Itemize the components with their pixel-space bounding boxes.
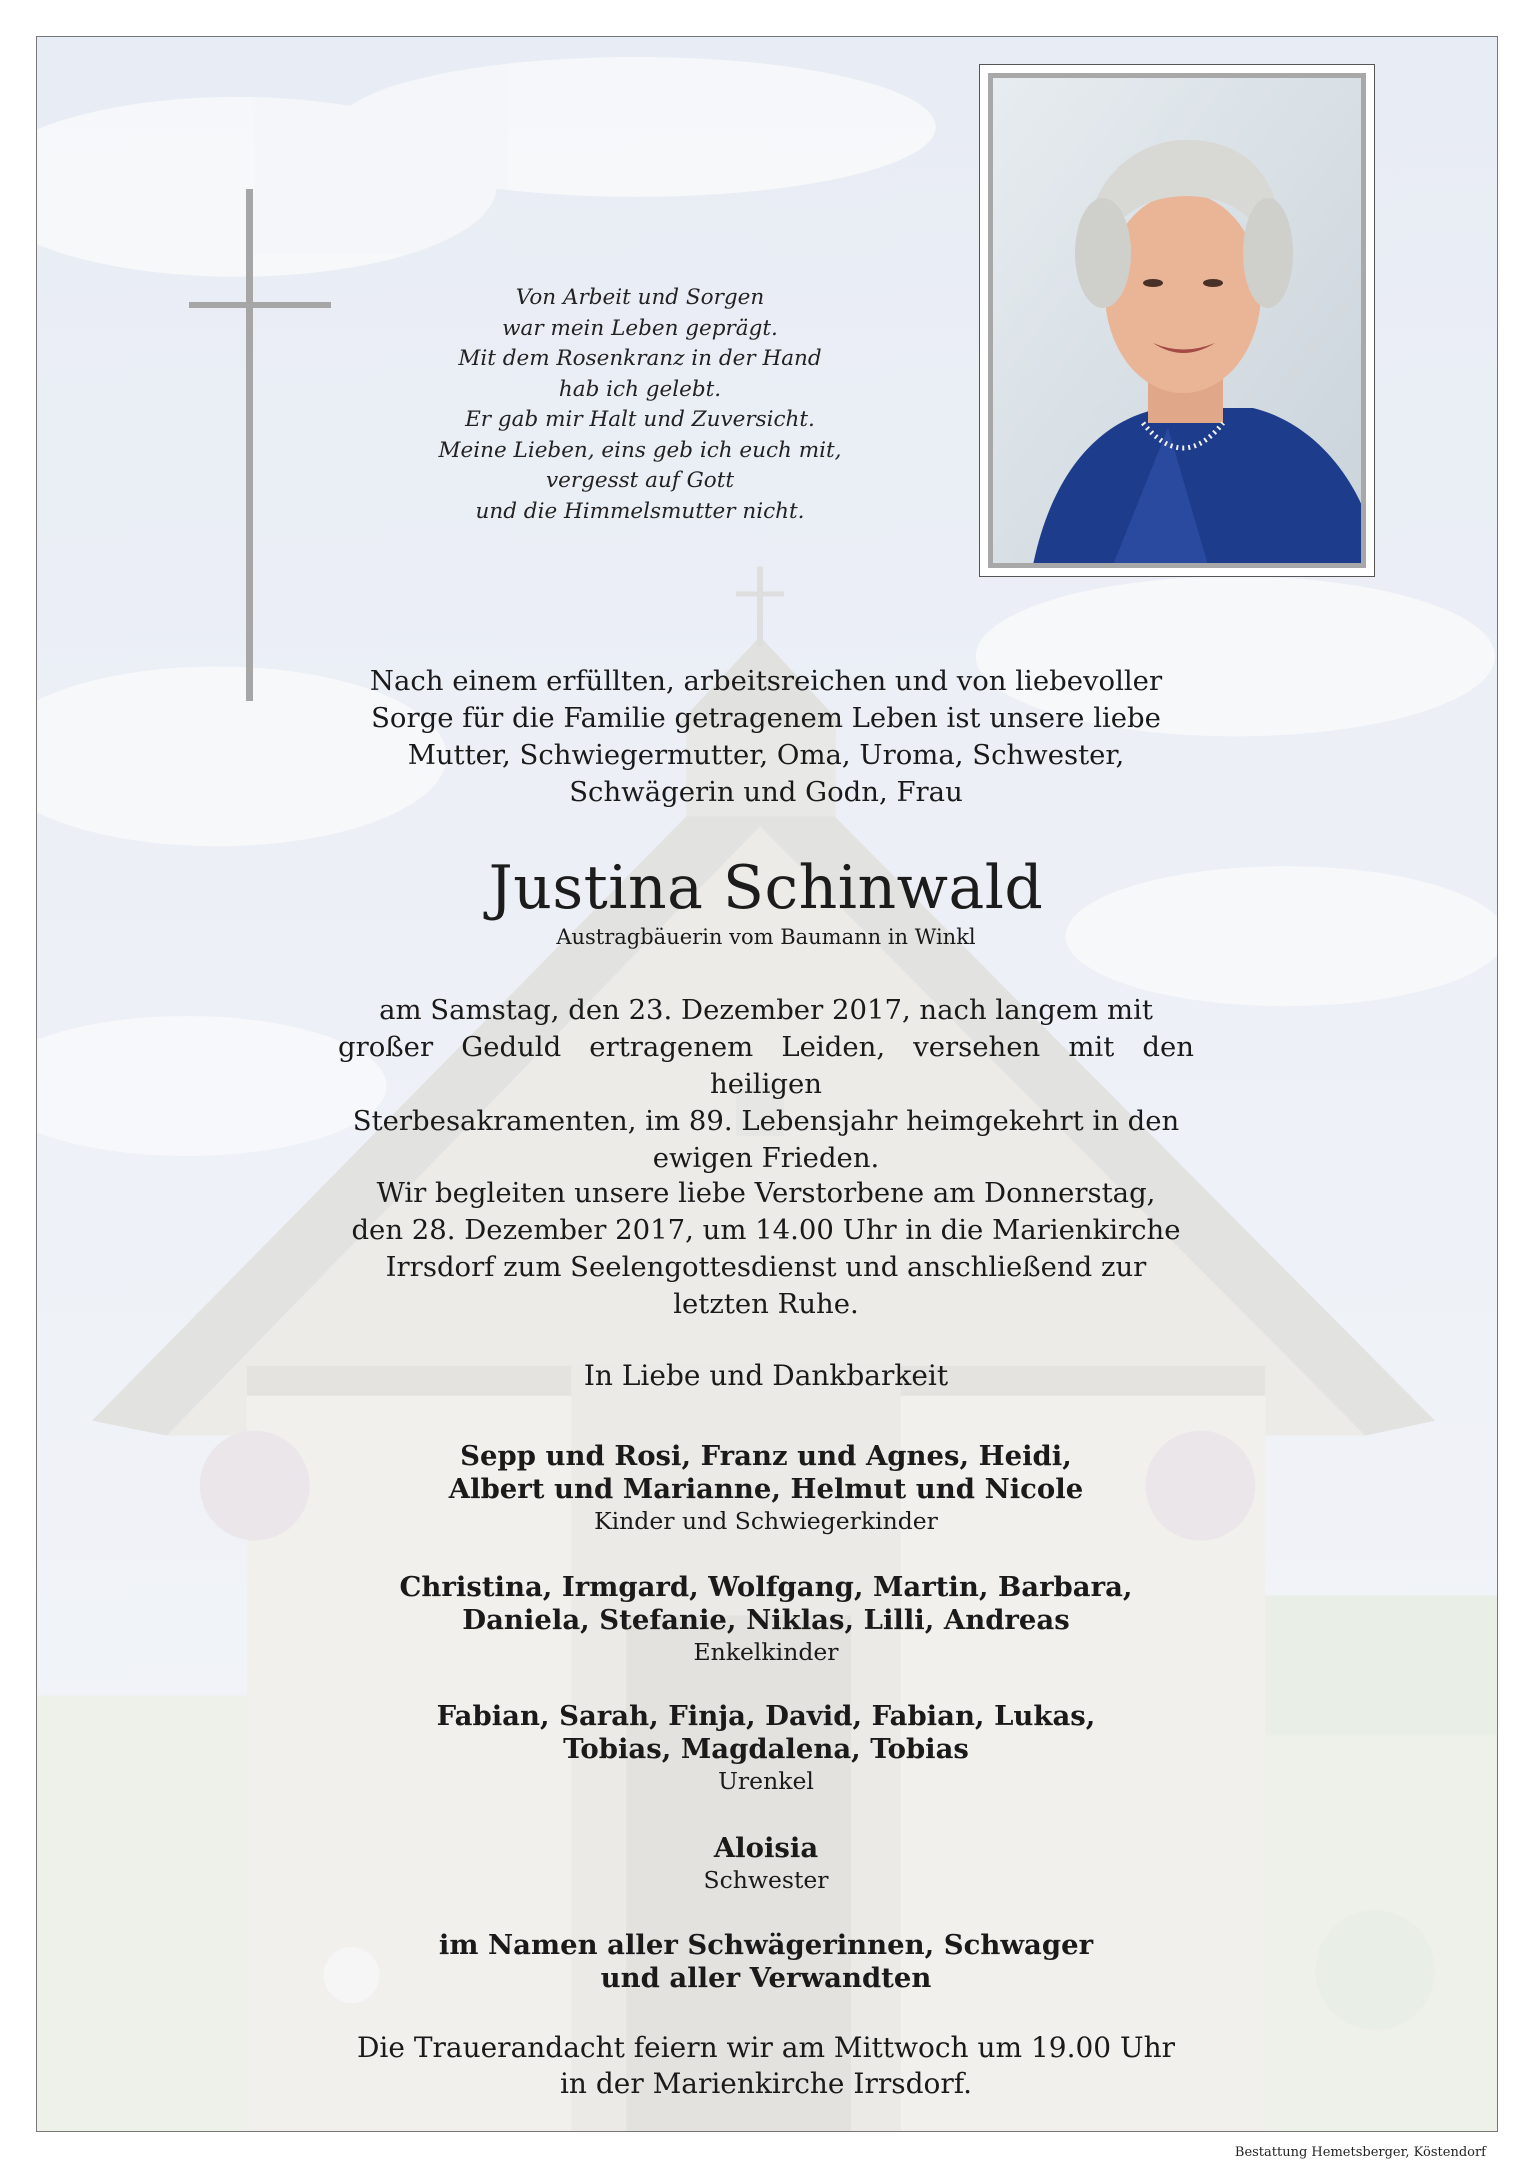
closing-line: In Liebe und Dankbarkeit xyxy=(583,1359,949,1392)
text-line: Sorge für die Familie getragenem Leben ist unsere liebe xyxy=(371,702,1161,734)
text-line: in der Marienkirche Irrsdorf. xyxy=(559,2067,973,2100)
vigil-notice xyxy=(338,2030,1194,2102)
text-line: Irrsdorf zum Seelengottesdienst und anschließend zur xyxy=(385,1251,1147,1283)
mourner-names: Albert und Marianne, Helmut und Nicole xyxy=(448,1473,1084,1505)
mourner-names: Daniela, Stefanie, Niklas, Lilli, Andreas xyxy=(462,1604,1070,1636)
cross-icon xyxy=(187,187,337,717)
poem-line: und die Himmelsmutter nicht. xyxy=(475,498,805,524)
mourner-role: Schwester xyxy=(703,1866,829,1894)
mourner-names: Christina, Irmgard, Wolfgang, Martin, Barbara, xyxy=(399,1571,1133,1603)
poem-line: vergesst auf Gott xyxy=(545,468,735,493)
mourner-group-grandchildren xyxy=(338,1571,1194,1667)
undertaker-credit: Bestattung Hemetsberger, Köstendorf xyxy=(1234,2145,1486,2160)
mourner-group-great-grandchildren xyxy=(338,1700,1194,1796)
poem-line: Mit dem Rosenkranz in der Hand xyxy=(458,346,822,371)
poem xyxy=(420,283,860,527)
text-line: letzten Ruhe. xyxy=(673,1288,859,1320)
portrait-photo xyxy=(988,73,1366,568)
poem-line: war mein Leben geprägt. xyxy=(502,315,778,341)
death-notice-paragraph xyxy=(338,992,1194,1177)
mourner-group-children xyxy=(338,1440,1194,1536)
mourner-group-relatives xyxy=(338,1929,1194,1995)
text-line: ewigen Frieden. xyxy=(652,1142,880,1174)
text-line: Die Trauerandacht feiern wir am Mittwoch um 19.00 Uhr xyxy=(356,2031,1176,2064)
text-line: großer Geduld ertragenem Leiden, versehen mit den heiligen xyxy=(338,1031,1194,1100)
text-line: Sterbesakramenten, im 89. Lebensjahr heimgekehrt in den xyxy=(352,1105,1180,1137)
mourner-role: Kinder und Schwiegerkinder xyxy=(594,1507,938,1535)
poem-line: hab ich gelebt. xyxy=(558,376,722,402)
text-line: am Samstag, den 23. Dezember 2017, nach langem mit xyxy=(379,994,1153,1026)
text-line: Nach einem erfüllten, arbeitsreichen und von liebevoller xyxy=(369,665,1163,697)
mourner-names: im Namen aller Schwägerinnen, Schwager xyxy=(438,1929,1094,1961)
deceased-description: Austragbäuerin vom Baumann in Winkl xyxy=(556,925,976,949)
text-line: Wir begleiten unsere liebe Verstorbene am Donnerstag, xyxy=(376,1177,1156,1209)
deceased-name: Justina Schinwald xyxy=(488,853,1044,923)
poem-line: Meine Lieben, eins geb ich euch mit, xyxy=(438,437,842,463)
text-line: den 28. Dezember 2017, um 14.00 Uhr in die Marienkirche xyxy=(351,1214,1181,1246)
intro-paragraph xyxy=(338,663,1194,811)
mourner-names: Fabian, Sarah, Finja, David, Fabian, Lukas, xyxy=(436,1700,1096,1732)
mourner-names: Aloisia xyxy=(713,1832,819,1864)
text-line: Mutter, Schwiegermutter, Oma, Uroma, Schwester, xyxy=(407,739,1125,771)
portrait-photo-frame xyxy=(979,64,1375,577)
mourner-role: Enkelkinder xyxy=(693,1638,839,1666)
poem-line: Er gab mir Halt und Zuversicht. xyxy=(465,407,815,432)
mourner-group-sister xyxy=(338,1832,1194,1895)
mourner-names: Tobias, Magdalena, Tobias xyxy=(563,1733,969,1765)
funeral-paragraph xyxy=(338,1175,1194,1323)
mourner-names: Sepp und Rosi, Franz und Agnes, Heidi, xyxy=(460,1440,1072,1472)
poem-line: Von Arbeit und Sorgen xyxy=(515,285,765,310)
text-line: Schwägerin und Godn, Frau xyxy=(569,776,963,808)
mourner-role: Urenkel xyxy=(718,1767,814,1795)
mourner-names: und aller Verwandten xyxy=(600,1962,932,1994)
